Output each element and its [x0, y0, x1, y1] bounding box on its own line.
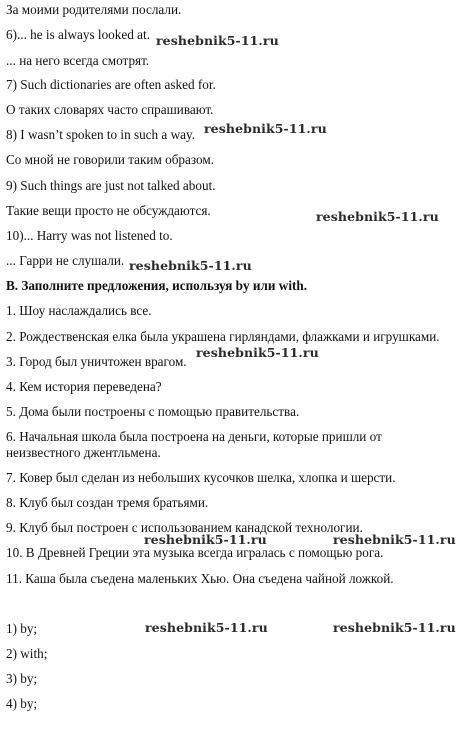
- watermark: reshebnik5-11.ru: [156, 33, 279, 48]
- exercise-item-continuation: неизвестного джентльмена.: [6, 445, 161, 460]
- exercise-item: 3. Город был уничтожен врагом.: [6, 354, 187, 369]
- answer-item: 2) with;: [6, 646, 48, 661]
- watermark: reshebnik5-11.ru: [333, 532, 456, 547]
- exercise-item: 5. Дома были построены с помощью правительства.: [6, 404, 300, 419]
- exercise-item: 2. Рождественская елка была украшена гирляндами, флажками и игрушками.: [6, 329, 440, 344]
- answer-item: 3) by;: [6, 671, 38, 686]
- text-line: Со мной не говорили таким образом.: [6, 152, 214, 167]
- exercise-item: 10. В Древней Греции эта музыка всегда игралась с помощью рога.: [6, 545, 384, 560]
- exercise-item: 6. Начальная школа была построена на деньги, которые пришли от: [6, 429, 382, 444]
- exercise-item: 4. Кем история переведена?: [6, 379, 162, 394]
- text-line: 6)... he is always looked at.: [6, 27, 150, 42]
- watermark: reshebnik5-11.ru: [129, 258, 252, 273]
- text-line: О таких словарях часто спрашивают.: [6, 102, 214, 117]
- watermark: reshebnik5-11.ru: [204, 121, 327, 136]
- watermark: reshebnik5-11.ru: [145, 620, 268, 635]
- text-line: ... Гарри не слушали.: [6, 253, 125, 268]
- text-line: 9) Such things are just not talked about.: [6, 178, 216, 193]
- watermark: reshebnik5-11.ru: [316, 209, 439, 224]
- answer-item: 1) by;: [6, 621, 38, 636]
- exercise-item: 8. Клуб был создан тремя братьями.: [6, 495, 209, 510]
- exercise-item: 7. Ковер был сделан из небольших кусочков шелка, хлопка и шерсти.: [6, 470, 396, 485]
- text-line: Такие вещи просто не обсуждаются.: [6, 203, 211, 218]
- text-line: ... на него всегда смотрят.: [6, 53, 150, 68]
- exercise-item: 11. Каша была съедена маленьких Хью. Она съедена чайной ложкой.: [6, 571, 394, 586]
- text-line: 10)... Harry was not listened to.: [6, 228, 173, 243]
- watermark: reshebnik5-11.ru: [333, 620, 456, 635]
- exercise-item: 1. Шоу наслаждались все.: [6, 303, 152, 318]
- text-line: 8) I wasn’t spoken to in such a way.: [6, 127, 195, 142]
- text-line: 7) Such dictionaries are often asked for.: [6, 77, 216, 92]
- watermark: reshebnik5-11.ru: [144, 532, 267, 547]
- answer-item: 4) by;: [6, 696, 38, 711]
- text-line: За моими родителями послали.: [6, 2, 182, 17]
- watermark: reshebnik5-11.ru: [196, 345, 319, 360]
- exercise-item: 9. Клуб был построен с использованием канадской технологии.: [6, 520, 363, 535]
- section-heading: B. Заполните предложения, используя by или with.: [6, 278, 308, 293]
